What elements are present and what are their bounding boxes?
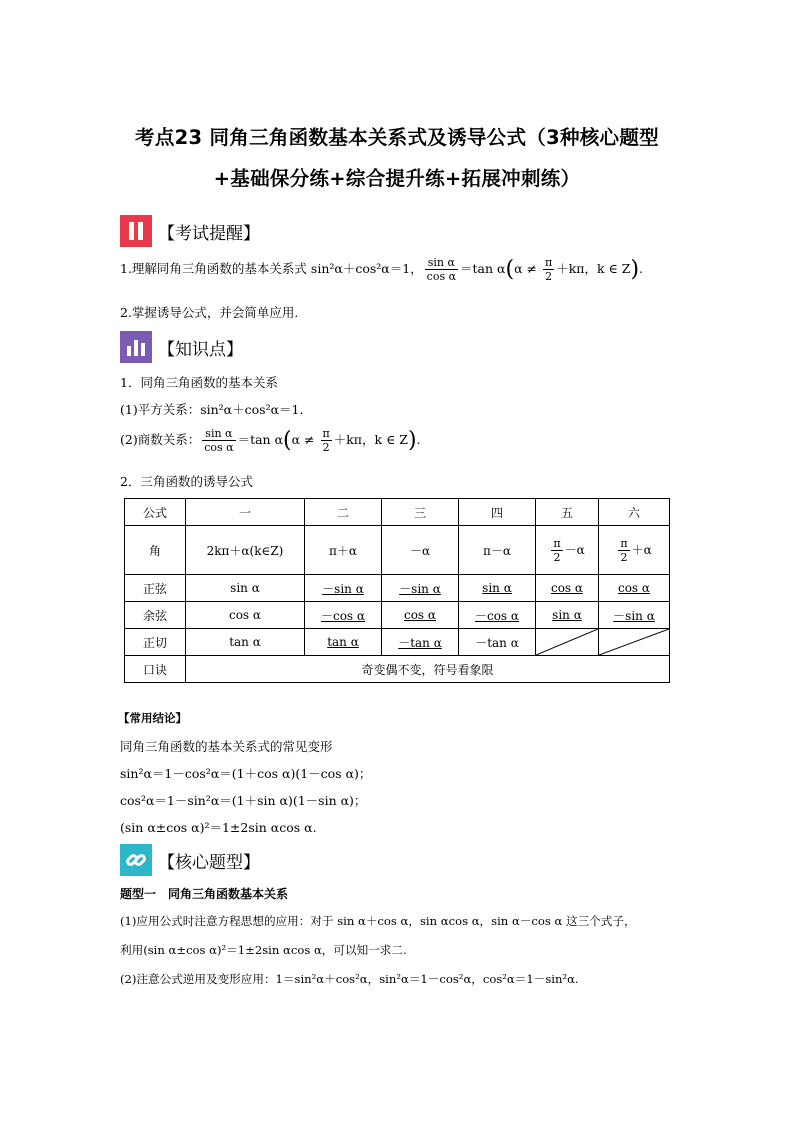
exam-item-1: 1.理解同角三角函数的基本关系式 sin²α＋cos²α＝1， $\frac{\text{sin α}}{\text{cos α}}$ ＝tan α(α ≠ $\frac{\pi}{2}$ ＋kπ，k ∈ Z). bbox=[120, 256, 644, 283]
table-cell: sin α bbox=[536, 602, 599, 629]
exam-cond-a: α ≠ bbox=[514, 261, 541, 276]
pi-den: 2 bbox=[322, 441, 330, 454]
core-para-1a: (1)应用公式时注意方程思想的应用：对于 sin α＋cos α，sin αcos α，sin α－cos α 这三个式子， bbox=[120, 914, 636, 928]
pi-num: π bbox=[544, 256, 553, 269]
conclusion-line-3: (sin α±cos α)²＝1±2sin αcos α. bbox=[120, 820, 317, 835]
table-header-cell: 三 bbox=[382, 499, 459, 526]
conclusion-line-1: sin²α＝1－cos²α＝(1＋cos α)(1－cos α)； bbox=[120, 766, 372, 781]
quot-cond-b: ＋kπ，k ∈ Z bbox=[333, 432, 408, 447]
core-para-2: (2)注意公式逆用及变形应用：1＝sin²α＋cos²α，sin²α＝1－cos²α，cos²α＝1－sin²α. bbox=[120, 972, 579, 986]
knowledge-heading-2: 2．三角函数的诱导公式 bbox=[120, 474, 253, 489]
angle6-rest: ＋α bbox=[631, 542, 652, 557]
section-exam-title: 【考试提醒】 bbox=[158, 223, 260, 244]
link-icon bbox=[120, 844, 152, 876]
pi-den: 2 bbox=[545, 270, 553, 283]
section-exam-header bbox=[120, 214, 260, 248]
table-header-cell: 一 bbox=[186, 499, 305, 526]
pi-fraction bbox=[321, 427, 332, 454]
section-core-title: 【核心题型】 bbox=[158, 852, 260, 873]
table-cell: cos α bbox=[186, 602, 305, 629]
knowledge-heading-1: 1．同角三角函数的基本关系 bbox=[120, 375, 278, 390]
quot-cond-a: α ≠ bbox=[291, 432, 319, 447]
table-cell: tan α bbox=[186, 629, 305, 656]
table-cell: －tan α bbox=[459, 629, 536, 656]
frac-den: cos α bbox=[204, 441, 234, 454]
question-type-1-title: 题型一 同角三角函数基本关系 bbox=[120, 887, 289, 901]
table-header-cell: 二 bbox=[305, 499, 382, 526]
table-header-row bbox=[125, 499, 670, 526]
pause-icon bbox=[120, 215, 152, 247]
table-cell bbox=[599, 526, 670, 575]
table-cell: sin α bbox=[459, 575, 536, 602]
table-cell: －cos α bbox=[305, 602, 382, 629]
induction-formula-table bbox=[124, 498, 670, 683]
knowledge-square-relation: (1)平方关系：sin²α＋cos²α＝1. bbox=[120, 402, 304, 417]
table-cell-diagonal bbox=[536, 629, 599, 656]
table-cell: tan α bbox=[305, 629, 382, 656]
table-cell: －sin α bbox=[305, 575, 382, 602]
table-row bbox=[125, 656, 670, 683]
table-row-label: 角 bbox=[125, 526, 186, 575]
section-core-header bbox=[120, 843, 260, 877]
pi-fraction bbox=[543, 256, 554, 283]
page-title: 考点23 同角三角函数基本关系式及诱导公式（3种核心题型 bbox=[135, 126, 659, 149]
table-cell bbox=[536, 526, 599, 575]
table-cell: π－α bbox=[459, 526, 536, 575]
table-cell: －sin α bbox=[382, 575, 459, 602]
table-cell: cos α bbox=[599, 575, 670, 602]
exam-item-2: 2.掌握诱导公式，并会简单应用. bbox=[120, 305, 299, 320]
table-header-cell: 公式 bbox=[125, 499, 186, 526]
table-header-cell: 五 bbox=[536, 499, 599, 526]
pi-fraction bbox=[551, 537, 562, 564]
table-cell: －tan α bbox=[382, 629, 459, 656]
conclusion-line-2: cos²α＝1－sin²α＝(1＋sin α)(1－sin α)； bbox=[120, 793, 367, 808]
table-mnemonic: 奇变偶不变，符号看象限 bbox=[186, 656, 670, 683]
table-cell-diagonal bbox=[599, 629, 670, 656]
table-cell: cos α bbox=[382, 602, 459, 629]
table-cell: －α bbox=[382, 526, 459, 575]
frac-den: cos α bbox=[426, 270, 457, 283]
pi-num: π bbox=[322, 427, 330, 440]
table-cell: 2kπ＋α(k∈Z) bbox=[186, 526, 305, 575]
table-header-cell: 六 bbox=[599, 499, 670, 526]
conclusion-title: 【常用结论】 bbox=[118, 711, 187, 725]
table-cell: cos α bbox=[536, 575, 599, 602]
table-row-label: 正切 bbox=[125, 629, 186, 656]
section-knowledge-header bbox=[120, 330, 243, 364]
fraction bbox=[202, 427, 235, 454]
exam-end: . bbox=[639, 261, 644, 276]
pi-num: π bbox=[620, 536, 628, 550]
frac-num: sin α bbox=[202, 427, 235, 441]
pi-fraction bbox=[618, 537, 629, 564]
table-cell: －cos α bbox=[459, 602, 536, 629]
pi-den: 2 bbox=[553, 550, 561, 564]
table-row bbox=[125, 629, 670, 656]
knowledge-quotient-relation: (2)商数关系： $\frac{\text{sin α}}{\text{cos α}}$ ＝tan α(α ≠ $\frac{\pi}{2}$ ＋kπ，k ∈ Z). bbox=[120, 427, 421, 454]
exam-item-1-text: 1.理解同角三角函数的基本关系式 sin²α＋cos²α＝1， bbox=[120, 261, 423, 276]
table-row-label: 余弦 bbox=[125, 602, 186, 629]
bar-chart-icon bbox=[120, 331, 152, 363]
table-cell: －sin α bbox=[599, 602, 670, 629]
pi-den: 2 bbox=[620, 550, 628, 564]
angle5-rest: －α bbox=[564, 542, 585, 557]
section-knowledge-title: 【知识点】 bbox=[158, 339, 243, 360]
exam-eq: ＝tan α bbox=[460, 261, 506, 276]
quot-end: . bbox=[416, 432, 421, 447]
fraction bbox=[425, 256, 458, 283]
table-row bbox=[125, 526, 670, 575]
quot-label: (2)商数关系： bbox=[120, 432, 201, 447]
table-cell: π＋α bbox=[305, 526, 382, 575]
table-row bbox=[125, 575, 670, 602]
table-header-cell: 四 bbox=[459, 499, 536, 526]
table-row bbox=[125, 602, 670, 629]
quot-eq: ＝tan α bbox=[237, 432, 284, 447]
table-cell: sin α bbox=[186, 575, 305, 602]
exam-cond-b: ＋kπ，k ∈ Z bbox=[556, 261, 631, 276]
conclusion-intro: 同角三角函数的基本关系式的常见变形 bbox=[120, 739, 333, 754]
core-para-1b: 利用(sin α±cos α)²＝1±2sin αcos α，可以知一求二. bbox=[120, 943, 407, 957]
frac-num: sin α bbox=[425, 256, 458, 270]
page-subtitle: +基础保分练+综合提升练+拓展冲刺练） bbox=[213, 167, 581, 190]
table-row-label: 口诀 bbox=[125, 656, 186, 683]
table-row-label: 正弦 bbox=[125, 575, 186, 602]
pi-num: π bbox=[553, 536, 561, 550]
